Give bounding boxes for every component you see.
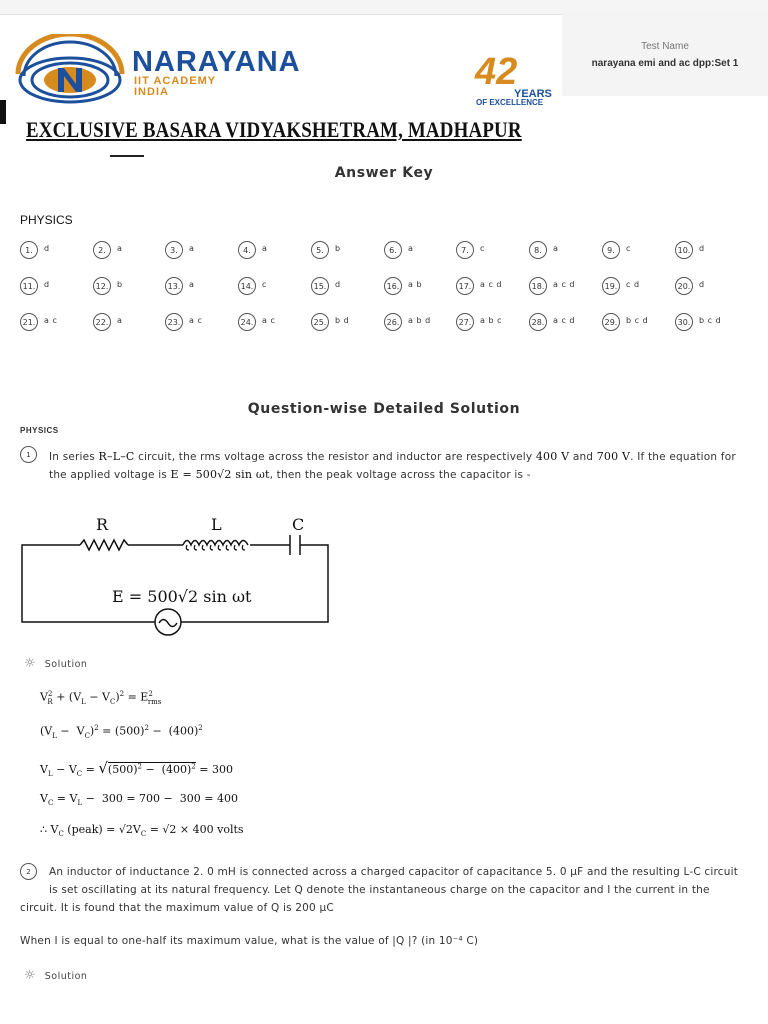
- answer-number-badge: 22.: [93, 313, 111, 331]
- answer-key-title: Answer Key: [334, 165, 434, 181]
- q1-solution-toggle[interactable]: [24, 652, 87, 671]
- banner-divider: [110, 155, 144, 157]
- q1-math: 700 V: [596, 450, 631, 463]
- resistor-label: R: [96, 515, 109, 534]
- q1-text: the applied voltage is: [49, 469, 171, 481]
- answer-value: b: [117, 280, 123, 289]
- badge-excellence: OF EXCELLENCE: [476, 98, 544, 107]
- q1-step-2: $(V_L - V_C)^2 = (500)^2 - (400)^2$: [40, 724, 203, 740]
- lightbulb-icon: ☼: [24, 656, 36, 671]
- inductor-label: L: [211, 515, 222, 534]
- q1-step-3: $V_L - V_C = √(500)^2 - (400)^2 = 300$: [40, 759, 233, 779]
- answer-value: c: [262, 280, 267, 289]
- answer-value: a: [408, 244, 414, 253]
- answer-value: b: [335, 244, 341, 253]
- answer-value: c d: [626, 280, 640, 289]
- answer-value: b c d: [626, 316, 649, 325]
- q1-step-4: $V_C = V_L - 300 = 700 - 300 = 400$: [40, 792, 238, 808]
- answer-number-badge: 11.: [20, 277, 38, 295]
- answer-number-badge: 5.: [311, 241, 329, 259]
- question-2-text-line-4: When I is equal to one-half its maximum value, what is the value of |Q |? (in 10⁻⁴ C): [20, 935, 479, 947]
- q1-text: . If the equation for: [630, 451, 736, 463]
- answer-value: d: [335, 280, 341, 289]
- answer-value: d: [44, 244, 50, 253]
- answer-value: a b d: [408, 316, 431, 325]
- answer-number-badge: 15.: [311, 277, 329, 295]
- answer-number-badge: 23.: [165, 313, 183, 331]
- answer-value: a c d: [480, 280, 502, 289]
- answer-number-badge: 20.: [675, 277, 693, 295]
- solutions-subject: PHYSICS: [20, 426, 59, 435]
- q1-math: 400 V: [535, 450, 570, 463]
- test-name-label: Test Name: [641, 41, 689, 52]
- q2-solution-toggle[interactable]: [24, 964, 87, 983]
- question-2-text-line-2: is set oscillating at its natural frequency. Let Q denote the instantaneous charge on the capacitor and I the current in the: [49, 884, 710, 896]
- q1-math: R–L–C: [98, 450, 135, 463]
- answer-value: a: [262, 244, 268, 253]
- answer-value: b c d: [699, 316, 722, 325]
- answer-value: a: [553, 244, 559, 253]
- answer-key-subject: PHYSICS: [20, 213, 73, 227]
- answer-number-badge: 28.: [529, 313, 547, 331]
- answer-value: a b c: [480, 316, 502, 325]
- question-1-text-line-2: [49, 466, 531, 484]
- answer-number-badge: 3.: [165, 241, 183, 259]
- question-2-text-line-3: circuit. It is found that the maximum value of Q is 200 µC: [20, 902, 334, 914]
- question-number-badge: 1: [20, 446, 37, 463]
- answer-number-badge: 14.: [238, 277, 256, 295]
- answer-number-badge: 21.: [20, 313, 38, 331]
- q1-text: In series: [49, 451, 99, 463]
- solution-label: Solution: [44, 971, 88, 982]
- solutions-title: Question-wise Detailed Solution: [247, 401, 521, 417]
- logo-subtitle-country: INDIA: [134, 86, 169, 98]
- answer-value: d: [44, 280, 50, 289]
- logo-name: NARAYANA: [132, 46, 301, 78]
- answer-number-badge: 6.: [384, 241, 402, 259]
- test-name-value: narayana emi and ac dpp:Set 1: [591, 58, 739, 69]
- answer-number-badge: 19.: [602, 277, 620, 295]
- answer-number-badge: 26.: [384, 313, 402, 331]
- answer-value: a c: [44, 316, 58, 325]
- answer-number-badge: 27.: [456, 313, 474, 331]
- answer-value: a c: [189, 316, 203, 325]
- question-2-text-line-1: An inductor of inductance 2. 0 mH is connected across a charged capacitor of capacitance 5. 0 µF and the resulting L-C circuit: [49, 866, 739, 878]
- q1-step-5: ∴ $V_C$ (peak) = $√2V_C = √2 \times 400$ volts: [40, 823, 244, 839]
- answer-value: d: [699, 280, 705, 289]
- answer-number-badge: 2.: [93, 241, 111, 259]
- answer-value: a c: [262, 316, 276, 325]
- capacitor-label: C: [292, 515, 305, 534]
- answer-number-badge: 30.: [675, 313, 693, 331]
- lightbulb-icon: ☼: [24, 968, 36, 983]
- question-number-badge: 2: [20, 863, 37, 880]
- answer-value: c: [480, 244, 485, 253]
- q1-math: E = 500√2 sin ωt: [170, 468, 270, 481]
- answer-value: c: [626, 244, 631, 253]
- left-edge-marker: [0, 100, 6, 124]
- answer-value: a: [117, 244, 123, 253]
- answer-value: a c d: [553, 316, 575, 325]
- q1-text: , then the peak voltage across the capacitor is -: [269, 469, 531, 481]
- answer-number-badge: 10.: [675, 241, 693, 259]
- q1-text: and: [569, 451, 597, 463]
- answer-number-badge: 7.: [456, 241, 474, 259]
- answer-number-badge: 17.: [456, 277, 474, 295]
- answer-number-badge: 29.: [602, 313, 620, 331]
- answer-value: a b: [408, 280, 423, 289]
- badge-number: 42: [475, 51, 518, 93]
- answer-number-badge: 16.: [384, 277, 402, 295]
- answer-value: b d: [335, 316, 350, 325]
- rlc-circuit-diagram: [18, 512, 338, 646]
- answer-value: a c d: [553, 280, 575, 289]
- answer-value: a: [189, 244, 195, 253]
- answer-number-badge: 8.: [529, 241, 547, 259]
- answer-number-badge: 24.: [238, 313, 256, 331]
- top-bar: [0, 0, 768, 15]
- answer-value: d: [699, 244, 705, 253]
- question-1-text-line-1: [49, 448, 759, 466]
- answer-number-badge: 12.: [93, 277, 111, 295]
- q1-text: circuit, the rms voltage across the resistor and inductor are respectively: [134, 451, 536, 463]
- solution-label: Solution: [44, 659, 88, 670]
- answer-number-badge: 13.: [165, 277, 183, 295]
- answer-value: a: [189, 280, 195, 289]
- q1-step-1: $V^2_R + (V_L - V_C)^2 = E^2_{rms}$: [40, 690, 162, 706]
- answer-number-badge: 9.: [602, 241, 620, 259]
- answer-number-badge: 1.: [20, 241, 38, 259]
- answer-number-badge: 4.: [238, 241, 256, 259]
- logo-subtitle-academy: IIT ACADEMY: [134, 75, 217, 87]
- institute-banner: EXCLUSIVE BASARA VIDYAKSHETRAM, MADHAPUR: [26, 117, 522, 142]
- answer-value: a: [117, 316, 123, 325]
- answer-number-badge: 25.: [311, 313, 329, 331]
- badge-years: YEARS: [514, 88, 552, 100]
- narayana-logo-icon: [10, 34, 130, 106]
- years-badge: [472, 50, 562, 110]
- answer-number-badge: 18.: [529, 277, 547, 295]
- source-equation: E = 500√2 sin ωt: [112, 587, 252, 606]
- test-info-panel: [562, 14, 768, 96]
